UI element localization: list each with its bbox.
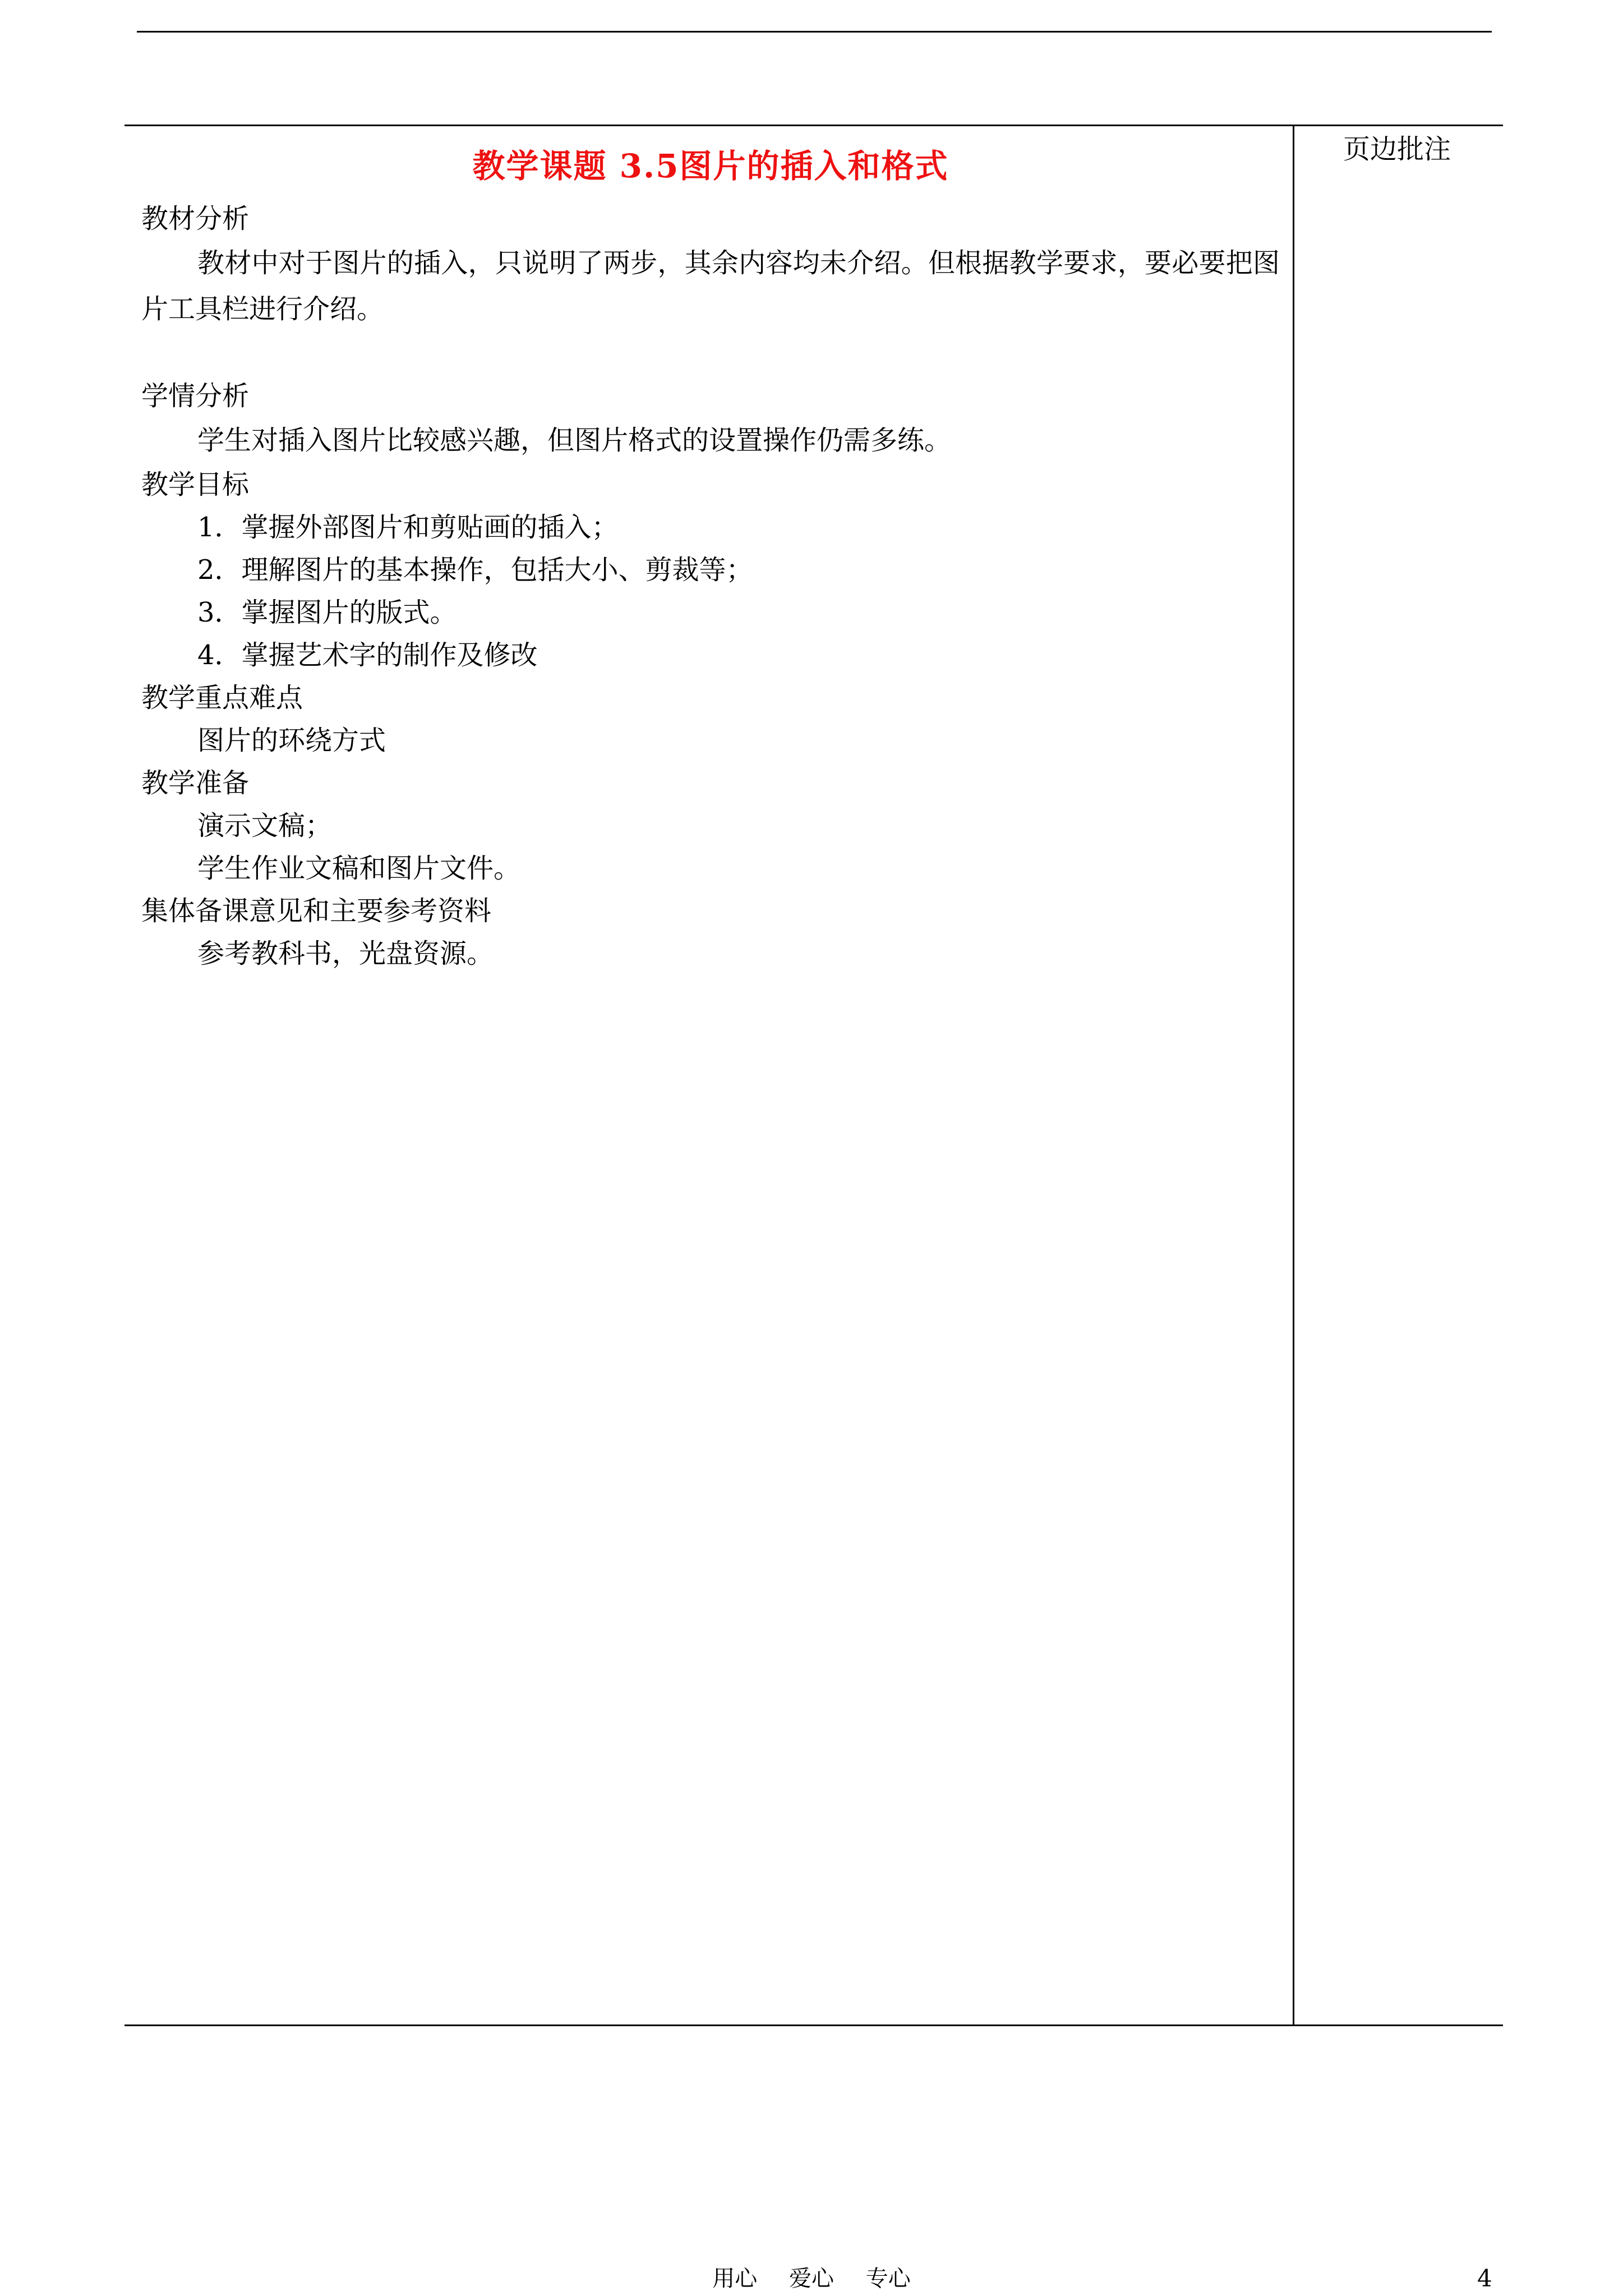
lesson-plan-body [141,135,1280,975]
keypoints-heading: 教学重点难点 [141,682,303,714]
goals-heading: 教学目标 [141,469,250,500]
students-heading: 学情分析 [141,380,250,412]
table-top-border [125,125,1503,126]
goal-item: 3．掌握图片的版式。 [197,597,457,628]
refs-heading: 集体备课意见和主要参考资料 [141,895,492,927]
page-title: 教学课题 3.5图片的插入和格式 [472,147,949,185]
footer-slogan: 爱心 [789,2266,834,2292]
margin-note-label: 页边批注 [1343,134,1451,165]
goal-item: 1．掌握外部图片和剪贴画的插入； [197,512,619,543]
goal-item: 4．掌握艺术字的制作及修改 [197,639,538,671]
table-bottom-border [125,2024,1503,2026]
students-text: 学生对插入图片比较感兴趣，但图片格式的设置操作仍需多练。 [197,425,952,456]
prep-item: 学生作业文稿和图片文件。 [197,853,521,884]
footer-slogans [0,2262,1623,2295]
materials-text: 教材中对于图片的插入，只说明了两步，其余内容均未介绍。但根据教学要求，要必要把图片工具栏进行介绍。 [141,247,1280,325]
goal-item: 2．理解图片的基本操作，包括大小、剪裁等； [197,554,753,586]
refs-text: 参考教科书，光盘资源。 [197,938,494,969]
section-spacer [141,332,1280,375]
page-number: 4 [1477,2265,1492,2292]
footer-slogan: 用心 [712,2266,758,2292]
prep-heading: 教学准备 [141,767,250,799]
column-divider [1293,125,1294,2026]
footer-slogan: 专心 [865,2266,911,2292]
materials-heading: 教材分析 [141,203,250,234]
prep-item: 演示文稿； [197,810,333,841]
header-rule [137,31,1492,33]
keypoints-text: 图片的环绕方式 [197,725,386,756]
